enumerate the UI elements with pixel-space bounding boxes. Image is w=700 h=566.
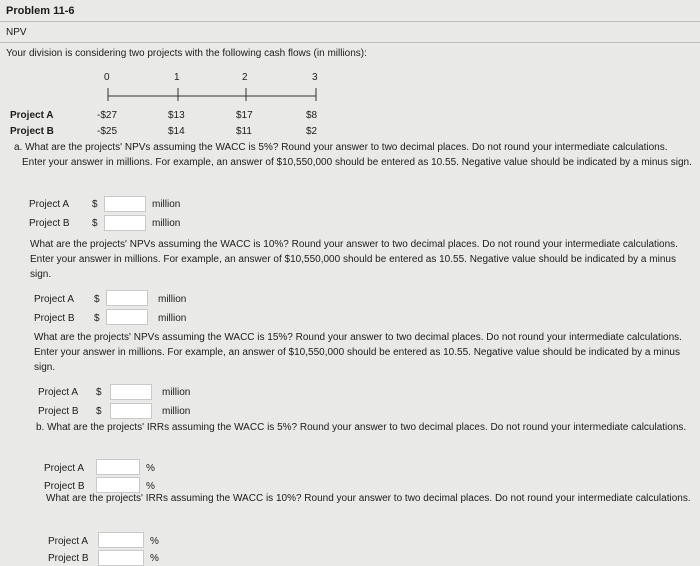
irr10-project-a-label: Project A [48,536,89,547]
percent-label: % [146,463,155,474]
question-a-npv-5: a. What are the projects' NPVs assuming the WACC is 5%? Round your answer to two decimal places. Do not round your intermediate calculations. Enter your answer in millions. For example, an answer of $10,550,000 should be entered as 10.55. Negative value should be indicated by a minus sign. [14,142,692,168]
irr10-project-b-input[interactable] [98,550,144,566]
dollar-sign: $ [92,199,98,210]
percent-label: % [146,481,155,492]
topic-label: NPV [6,27,27,38]
million-label: million [162,387,191,398]
irr5-project-a-label: Project A [44,463,85,474]
period-label: 2 [242,72,248,83]
dollar-sign: $ [94,294,100,305]
problem-title: Problem 11-6 [6,5,75,17]
irr10-project-b-label: Project B [48,553,89,564]
intro-text: Your division is considering two projects with the following cash flows (in millions): [6,48,367,59]
cash-flow-timeline [0,0,700,110]
cash-flow-value: $17 [236,110,253,121]
percent-label: % [150,536,159,547]
million-label: million [158,294,187,305]
cash-flow-value: $8 [306,110,318,121]
cash-flow-value: $13 [168,110,185,121]
dollar-sign: $ [96,387,102,398]
dollar-sign: $ [92,218,98,229]
percent-label: % [150,553,159,564]
irr5-project-a-input[interactable] [96,459,140,475]
npv10-project-a-input[interactable] [106,290,148,306]
npv15-project-a-input[interactable] [110,384,152,400]
irr10-project-a-input[interactable] [98,532,144,548]
period-label: 3 [312,72,318,83]
cash-flow-value: $14 [168,126,185,137]
question-b-irr-5: b. What are the projects' IRRs assuming the WACC is 5%? Round your answer to two decimal places. Do not round your intermediate calculations. [36,422,687,433]
cash-flow-value: -$25 [97,126,118,137]
million-label: million [152,218,181,229]
irr5-project-b-label: Project B [44,481,85,492]
project-b-label: Project B [10,126,54,137]
cash-flow-value: $2 [306,126,318,137]
cash-flow-value: -$27 [97,110,118,121]
dollar-sign: $ [96,406,102,417]
million-label: million [162,406,191,417]
cash-flow-value: $11 [236,126,252,137]
project-a-label: Project A [10,110,54,121]
question-npv-15: What are the projects' NPVs assuming the WACC is 15%? Round your answer to two decimal places. Do not round your intermediate calculations. Enter your answer in millions. For example, an answer of $10,550,000 should be entered as 10.55. Negative value should be indicated by a minus sign. [34,332,682,373]
npv15-project-b-input[interactable] [110,403,152,419]
million-label: million [152,199,181,210]
million-label: million [158,313,187,324]
question-npv-10: What are the projects' NPVs assuming the WACC is 10%? Round your answer to two decimal places. Do not round your intermediate calculations. Enter your answer in millions. For example, an answer of $10,550,000 should be entered as 10.55. Negative value should be indicated by a minus sign. [30,239,678,280]
npv10-project-a-label: Project A [34,294,75,305]
npv15-project-a-label: Project A [38,387,79,398]
npv15-project-b-label: Project B [38,406,79,417]
question-irr-10: What are the projects' IRRs assuming the WACC is 10%? Round your answer to two decimal places. Do not round your intermediate calculations. [46,493,691,504]
period-label: 0 [104,72,110,83]
dollar-sign: $ [94,313,100,324]
npv10-project-b-label: Project B [34,313,75,324]
period-label: 1 [174,72,180,83]
npv5-project-a-input[interactable] [104,196,146,212]
npv5-project-b-input[interactable] [104,215,146,231]
npv10-project-b-input[interactable] [106,309,148,325]
npv5-project-b-label: Project B [29,218,70,229]
npv5-project-a-label: Project A [29,199,70,210]
